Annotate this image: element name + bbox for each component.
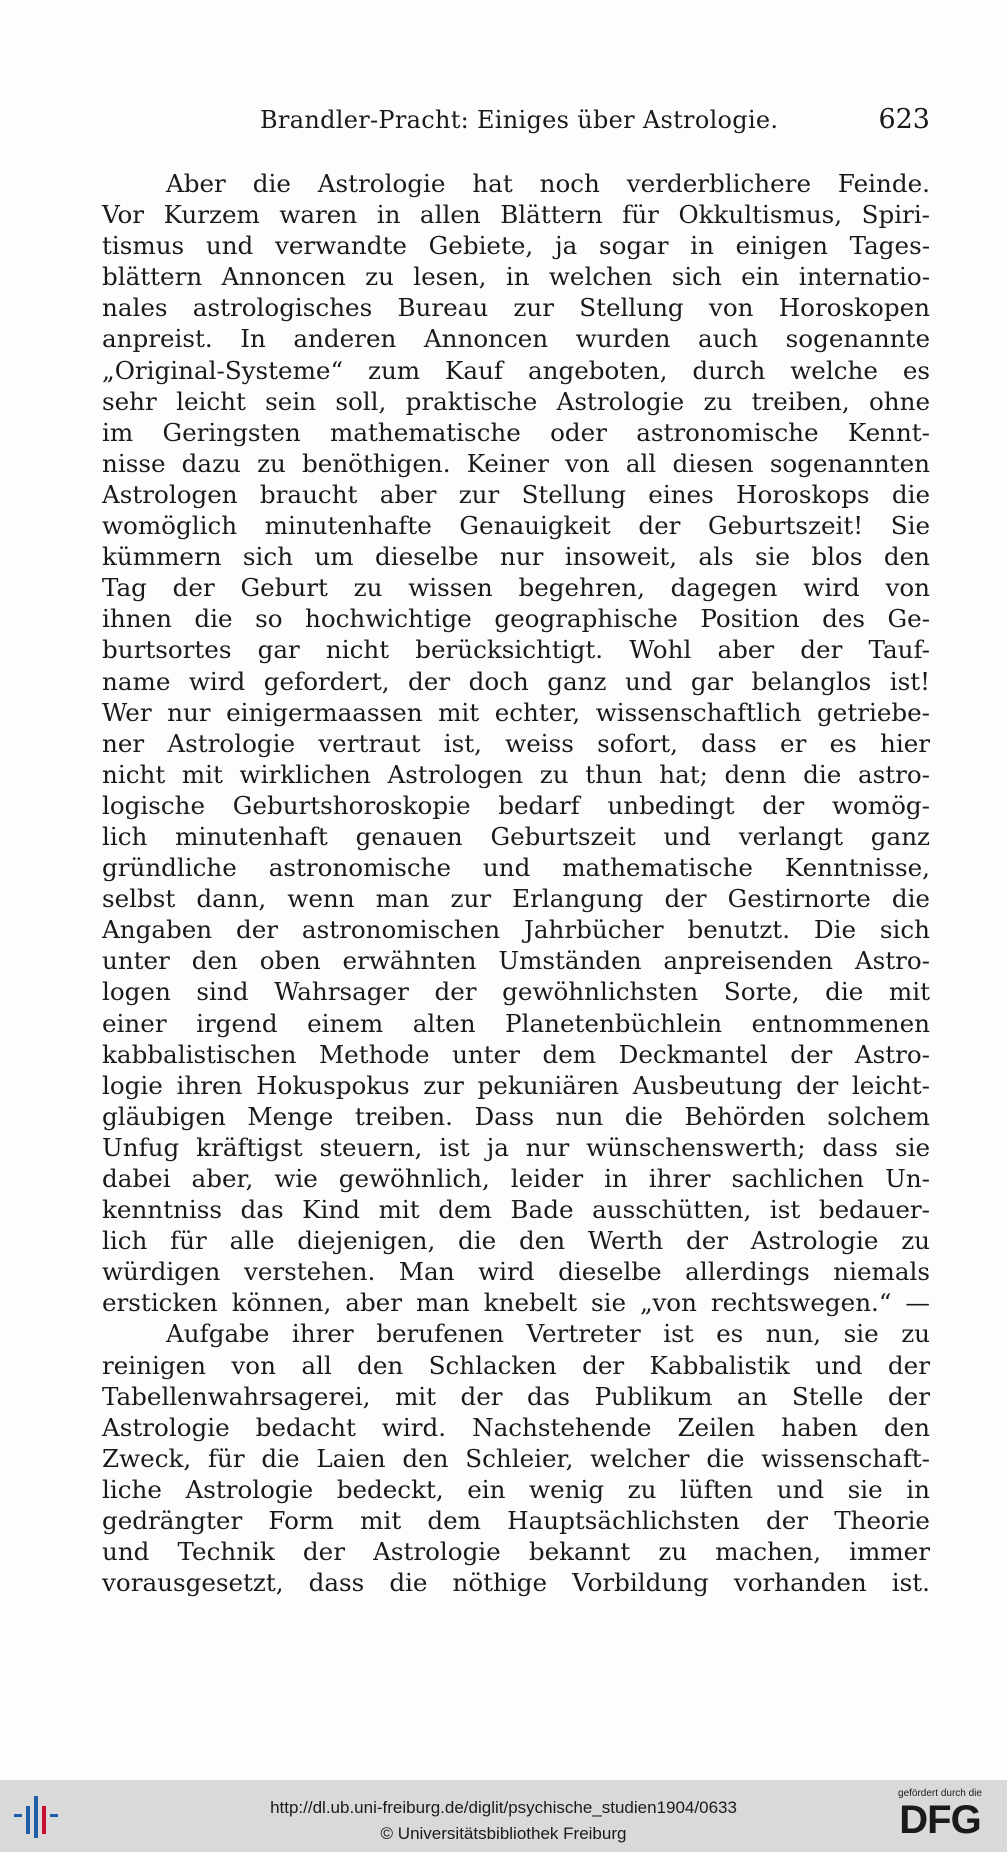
text-line: „Original-Systeme“ zum Kauf angeboten, durch welche es [102,355,930,385]
text-line: tismus und verwandte Gebiete, ja sogar in einigen Tages- [102,231,930,261]
text-line: und Technik der Astrologie bekannt zu machen, immer [102,1537,930,1567]
text-line: ihnen die so hochwichtige geographische Position des Ge- [102,604,930,634]
text-line: Wer nur einigermaassen mit echter, wissenschaftlich getriebe- [102,697,930,727]
text-line: einer irgend einem alten Planetenbüchlein entnommenen [102,1008,930,1038]
text-line: im Geringsten mathematische oder astronomische Kennt- [102,417,930,447]
text-line: gläubigen Menge treiben. Dass nun die Behörden solchem [102,1101,930,1131]
body-text [102,168,930,1598]
text-line: reinigen von all den Schlacken der Kabbalistik und der [102,1350,930,1380]
text-line: lich minutenhaft genauen Geburtszeit und verlangt ganz [102,821,930,851]
text-line: würdigen verstehen. Man wird dieselbe allerdings niemals [102,1257,930,1287]
running-title: Brandler-Pracht: Einiges über Astrologie. [260,106,779,134]
text-line: gedrängter Form mit dem Hauptsächlichsten der Theorie [102,1506,930,1536]
text-line: Astrologen braucht aber zur Stellung eines Horoskops die [102,479,930,509]
text-line: nales astrologisches Bureau zur Stellung von Horoskopen [102,293,930,323]
copyright-notice: © Universitätsbibliothek Freiburg [380,1824,627,1843]
text-line: nicht mit wirklichen Astrologen zu thun hat; denn die astro- [102,759,930,789]
text-line: unter den oben erwähnten Umständen anpreisenden Astro- [102,946,930,976]
text-line: gründliche astronomische und mathematische Kenntnisse, [102,853,930,883]
text-line: ner Astrologie vertraut ist, weiss sofort, dass er es hier [102,728,930,758]
text-line: ersticken können, aber man knebelt sie „von rechtswegen.“ — [102,1288,930,1318]
text-line: Angaben der astronomischen Jahrbücher benutzt. Die sich [102,915,930,945]
viewer-footer [0,1780,1007,1852]
text-line: Aber die Astrologie hat noch verderblichere Feinde. [166,169,930,198]
text-line: Tabellenwahrsagerei, mit der das Publikum an Stelle der [102,1381,930,1411]
text-line: name wird gefordert, der doch ganz und gar belanglos ist! [102,666,930,696]
text-line: Vor Kurzem waren in allen Blättern für Okkultismus, Spiri- [102,200,930,230]
text-line: burtsortes gar nicht berücksichtigt. Wohl aber der Tauf- [102,635,930,665]
text-line: kabbalistischen Methode unter dem Deckmantel der Astro- [102,1039,930,1069]
text-line: logie ihren Hokuspokus zur pekuniären Ausbeutung der leicht- [102,1070,930,1100]
dfg-tagline: gefördert durch die [898,1788,982,1799]
text-line: liche Astrologie bedeckt, ein wenig zu lüften und sie in [102,1474,930,1504]
text-line: logen sind Wahrsager der gewöhnlichsten Sorte, die mit [102,977,930,1007]
page-number: 623 [878,104,930,135]
text-line: selbst dann, wenn man zur Erlangung der Gestirnorte die [102,884,930,914]
dfg-logo-text: DFG [899,1798,981,1842]
text-line: sehr leicht sein soll, praktische Astrologie zu treiben, ohne [102,386,930,416]
text-line: blättern Annoncen zu lesen, in welchen sich ein internatio- [102,262,930,292]
text-line: Astrologie bedacht wird. Nachstehende Zeilen haben den [102,1412,930,1442]
text-line: nisse dazu zu benöthigen. Keiner von all diesen sogenannten [102,448,930,478]
text-line: logische Geburtshoroskopie bedarf unbedingt der womög- [102,790,930,820]
text-line: womöglich minutenhafte Genauigkeit der Geburtszeit! Sie [102,511,930,541]
text-line: kümmern sich um dieselbe nur insoweit, als sie blos den [102,542,930,572]
text-line: Zweck, für die Laien den Schleier, welcher die wissenschaft- [102,1443,930,1473]
text-line: vorausgesetzt, dass die nöthige Vorbildung vorhanden ist. [102,1568,930,1598]
text-line: kenntniss das Kind mit dem Bade ausschütten, ist bedauer- [102,1195,930,1225]
text-line: Unfug kräftigst steuern, ist ja nur wünschenswerth; dass sie [102,1132,930,1162]
text-line: Aufgabe ihrer berufenen Vertreter ist es nun, sie zu [166,1319,930,1349]
text-line: Tag der Geburt zu wissen begehren, dagegen wird von [102,573,930,603]
text-line: dabei aber, wie gewöhnlich, leider in ihrer sachlichen Un- [102,1164,930,1193]
document-url[interactable]: http://dl.ub.uni-freiburg.de/diglit/psychische_studien1904/0633 [270,1798,737,1817]
text-line: anpreist. In anderen Annoncen wurden auch sogenannte [102,324,930,354]
running-head [100,106,932,142]
dfg-logo[interactable] [885,1788,995,1848]
text-line: lich für alle diejenigen, die den Werth der Astrologie zu [102,1226,930,1256]
